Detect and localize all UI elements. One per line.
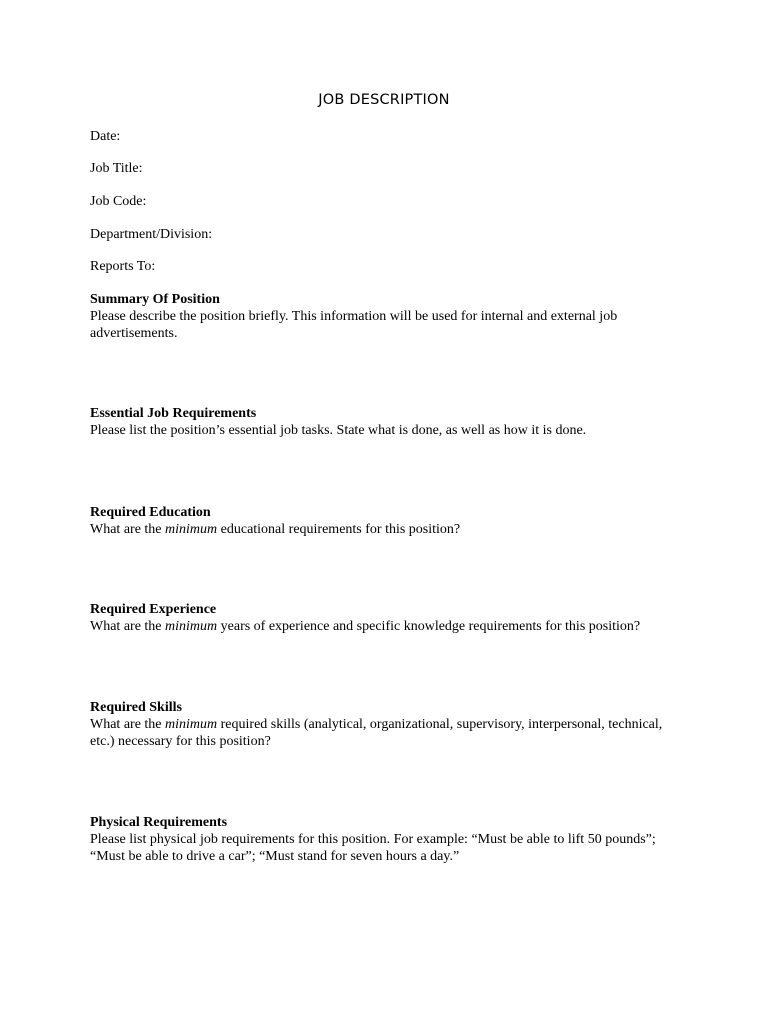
section-text-part: Please list physical job requirements for this position. For example: “Must be able to lift 50 pounds”; “Must be able to drive a car”; “Must stand for seven hours a day.” [90, 832, 656, 864]
section-text [90, 831, 680, 865]
section-text-part: What are the [90, 522, 166, 537]
section-text-emphasis: minimum [165, 717, 218, 732]
field-job-code: Job Code: [90, 194, 147, 209]
section-heading: Physical Requirements [90, 815, 228, 830]
section-text-part: years of experience and specific knowledge requirements for this position? [217, 619, 641, 634]
field-job-title: Job Title: [90, 161, 143, 176]
section-text [90, 716, 680, 750]
section-text [90, 521, 680, 538]
section-text-part: Please list the position’s essential job tasks. State what is done, as well as how it is done. [90, 423, 587, 438]
section-text-part: required skills (analytical, organizational, supervisory, interpersonal, technical, etc.) necessary for this position? [90, 717, 663, 749]
section-text-part: educational requirements for this position? [217, 522, 461, 537]
section-physical-requirements [90, 814, 680, 865]
field-reports-to: Reports To: [90, 259, 156, 274]
section-required-skills [90, 699, 680, 750]
section-text-part: What are the [90, 619, 166, 634]
section-text [90, 618, 680, 635]
section-required-experience [90, 601, 680, 635]
field-date: Date: [90, 129, 121, 144]
page-title: JOB DESCRIPTION [318, 92, 450, 108]
section-heading: Essential Job Requirements [90, 406, 257, 421]
section-text-part: What are the [90, 717, 166, 732]
section-text [90, 308, 680, 342]
section-heading: Required Experience [90, 602, 217, 617]
section-essential-job-requirements [90, 405, 680, 439]
section-summary-of-position [90, 291, 680, 342]
section-required-education [90, 504, 680, 538]
section-text [90, 422, 680, 439]
section-text-emphasis: minimum [165, 619, 218, 634]
field-department-division: Department/Division: [90, 227, 213, 242]
section-text-part: Please describe the position briefly. This information will be used for internal and external job advertisements. [90, 309, 618, 341]
section-text-emphasis: minimum [165, 522, 218, 537]
section-heading: Required Skills [90, 700, 182, 715]
section-heading: Summary Of Position [90, 292, 220, 307]
section-heading: Required Education [90, 505, 211, 520]
